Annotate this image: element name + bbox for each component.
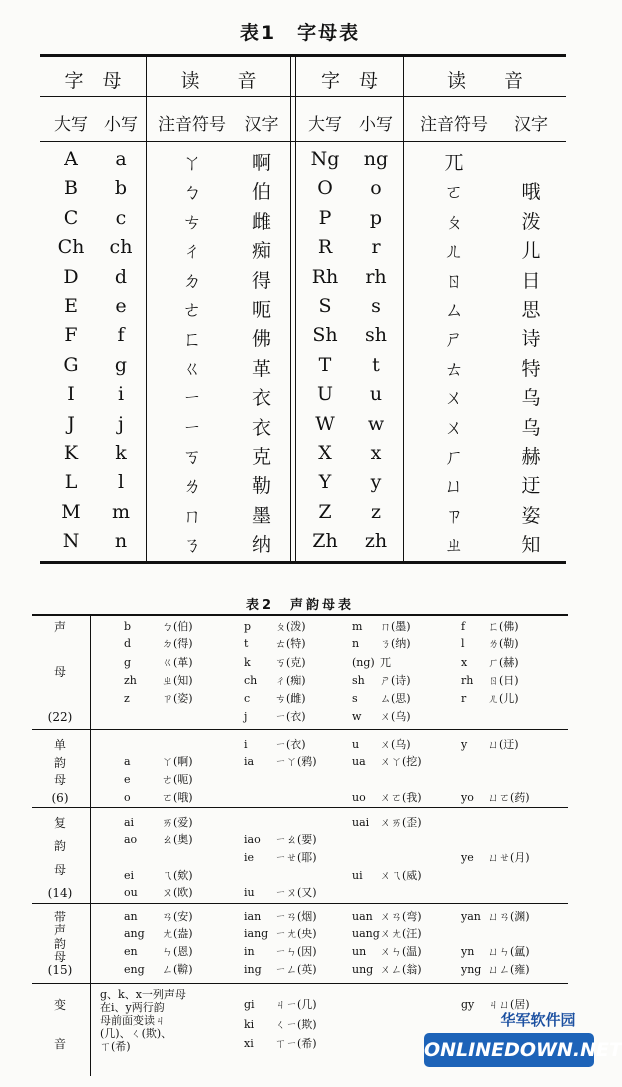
table2-reading: ㄚ(啊) [162,755,193,768]
table2-letter: y [461,738,468,751]
table1-cell-lower: f [117,324,125,347]
table2-letter: ang [124,927,145,940]
table1-cell-zhuyin: ㄦ [444,240,464,263]
table2-letter: ie [244,851,255,864]
table2-letter: e [124,773,131,786]
table1-cell-hanzi: 儿 [521,240,541,263]
table2-section-label: 韵 [53,936,66,951]
table1-cell-hanzi: 乌 [521,387,541,410]
table2-letter: g [124,656,132,669]
table1-cell-upper: K [63,442,79,464]
table2-reading: ㄣ(恩) [162,945,193,958]
table2-letter: (ng) [352,656,375,669]
table1-cell-upper: G [63,353,79,376]
table1-cell-lower: ch [109,236,133,259]
table2-letter: ye [461,851,474,864]
table2-letter: d [124,637,132,650]
table1-cell-upper: Sh [312,324,338,347]
table2-section-label: (15) [47,963,73,977]
table1-cell-zhuyin: ㄕ [444,328,464,351]
table2-reading: ㄧㄠ(要) [275,833,317,846]
table2-reading: ㄨ(乌) [380,738,411,751]
table1-cell-zhuyin: ㄛ [444,181,464,204]
table1-cell-upper: Y [318,471,332,494]
table1-cell-upper: N [62,530,80,553]
table1-cell-zhuyin: ㄩ [444,475,464,498]
table2-section-label: 单 [53,738,66,752]
table2-reading: ㄩ(迂) [488,738,519,751]
table1-cell-zhuyin: ㄓ [444,534,464,557]
table2-letter: iao [244,833,261,846]
table2-reading: ㄨㄣ(温) [380,945,422,958]
table1-middle-double-divider [295,57,296,561]
table1-cell-upper: T [318,353,332,376]
table2-reading: ㄅ(伯) [162,620,193,633]
table1-col-divider [403,57,404,561]
table1-cell-hanzi: 雌 [251,210,271,233]
table1-cell-hanzi: 泼 [521,210,541,233]
table1-cell-zhuyin: ㄋ [182,534,202,557]
table1-middle-double-divider [290,57,291,561]
table2-reading: ㄐㄩ(居) [488,998,530,1011]
table1-cell-zhuyin: ㄖ [444,269,464,292]
table2-reading: ㄧㄥ(英) [275,963,317,976]
table1-cell-lower: g [114,353,128,376]
table2-letter: ei [124,869,135,882]
table2-letter: an [124,910,138,923]
table2-reading: ㄖ(日) [488,674,519,687]
table2-letter: in [244,945,255,958]
table2-letter: i [244,738,248,751]
table1-cell-zhuyin: ㄊ [444,357,464,380]
table1-cell-hanzi: 革 [251,357,271,380]
table2-letter: iu [244,886,255,899]
table2-section-label: 音 [53,1037,66,1051]
table2-letter: ung [352,963,374,976]
table2-reading: ㄏ(赫) [488,656,519,669]
table2-section-label: (6) [51,791,69,805]
table2-reading: ㄧㄝ(耶) [275,851,317,864]
table2-letter: ou [124,886,138,899]
table2-section-label: 声 [53,620,66,634]
table1-subheader-lower: 小写 [359,115,393,135]
table2-reading: 兀 [380,656,391,669]
table1-cell-zhuyin: ㄗ [444,504,464,527]
table2-letter: en [124,945,138,958]
table1-cell-zhuyin: ㄇ [182,504,202,527]
table1-cell-hanzi: 赫 [521,446,541,468]
table1-cell-lower: u [369,383,383,406]
table1-cell-lower: x [370,442,382,464]
table2-letter: uai [352,816,370,829]
table1-cell-lower: l [117,471,125,494]
table1-cell-zhuyin: ㄨ [444,416,464,439]
table2-reading: ㄈ(佛) [488,620,519,633]
table1-cell-zhuyin: ㄆ [444,210,464,233]
table2-section-label: 复 [53,816,66,830]
table1-cell-hanzi: 呃 [251,299,271,321]
table1-cell-hanzi: 衣 [251,416,271,439]
table2-reading: ㄒㄧ(希) [275,1037,317,1050]
table2-note-line: 母前面变读ㄐ [100,1014,166,1027]
table2-letter: ia [244,755,255,768]
table1-cell-zhuyin: ㄌ [182,475,202,498]
table2-reading: ㄦ(儿) [488,692,519,705]
table2-reading: ㄧㄡ(又) [275,886,317,899]
table1-cell-zhuyin: ㄎ [182,446,202,468]
table2-section-label: (22) [47,710,73,724]
table1-title: 表1 字母表 [239,22,361,44]
table2-letter: yo [461,791,474,804]
table1-cell-zhuyin: ㄍ [182,357,202,380]
table1-cell-hanzi: 衣 [251,387,271,410]
table2-section-label: 母 [53,773,66,788]
watermark-logo: ONLINEDOWN.NET [424,1033,594,1067]
table2-reading: ㄙ(思) [380,692,411,705]
table1-cell-lower: o [370,177,382,200]
table2-reading: ㄨㄥ(翁) [380,963,422,976]
table1-cell-zhuyin: ㄔ [182,240,202,263]
table1-cell-upper: M [61,500,81,523]
table2-section-label: 变 [53,998,66,1012]
table2-letter: ao [124,833,138,846]
table2-note-line: ㄒ(希) [100,1040,131,1053]
table1-cell-upper: X [318,442,332,464]
table2-reading: ㄗ(姿) [162,692,193,705]
table2-letter: xi [244,1037,254,1050]
table1-cell-hanzi: 勒 [251,475,271,498]
table2-letter: x [461,656,468,669]
table2-note-line: g、k、x一列声母 [100,988,186,1001]
table2-section-rule [32,729,568,730]
table1-cell-lower: m [111,500,131,523]
table2-letter: uang [352,927,380,940]
table1-cell-zhuyin: ㄘ [182,210,202,233]
table1-header-letters-left: 字 母 [64,70,122,92]
table2-letter: a [124,755,131,768]
table2-letter: ai [124,816,135,829]
table2-letter: ian [244,910,262,923]
table1-cell-hanzi: 墨 [251,504,271,527]
table2-reading: ㄑㄧ(欺) [275,1018,317,1031]
table1-cell-lower: c [115,206,127,229]
table2-letter: r [461,692,467,705]
table1-cell-zhuyin: 兀 [444,152,464,174]
table2-reading: ㄨㄛ(我) [380,791,422,804]
table2-reading: ㄛ(哦) [162,791,193,804]
table1-cell-lower: t [372,353,380,376]
table2-letter: eng [124,963,145,976]
table1-cell-hanzi: 纳 [251,534,271,557]
table2-section-label: 韵 [53,839,66,854]
table1-cell-upper: Z [318,500,332,523]
table2-reading: ㄇ(墨) [380,620,411,633]
table1-cell-hanzi: 迂 [521,475,541,498]
table2-reading: ㄍ(革) [162,656,193,669]
table2-reading: ㄞ(爱) [162,816,193,829]
table2-section-rule [32,903,568,904]
table2-letter: o [124,791,131,804]
table1-cell-lower: b [114,177,128,200]
table2-reading: ㄋ(纳) [380,637,411,650]
table1-cell-lower: sh [365,324,387,347]
table2-reading: ㄕ(诗) [380,674,411,687]
table1-cell-lower: i [117,383,125,406]
table1-cell-upper: C [63,206,79,229]
table2-letter: l [461,637,465,650]
table1-bottom-rule [40,561,566,564]
table1-cell-lower: p [369,206,383,229]
table2-title: 表2 声韵母表 [245,598,355,613]
table2-section-label: 母 [53,949,66,964]
table1-cell-lower: s [371,295,381,317]
table1-subheader-lower: 小写 [104,115,138,135]
table2-reading: ㄧㄚ(鸦) [275,755,317,768]
table2-reading: ㄨㄚ(挖) [380,755,422,768]
table1-cell-hanzi: 克 [251,446,271,468]
table2-reading: ㄎ(克) [275,656,306,669]
table2-letter: m [352,620,363,633]
table2-reading: ㄐㄧ(几) [275,998,317,1011]
table1-cell-lower: e [115,295,127,317]
table1-cell-lower: a [115,148,127,170]
table2-reading: ㄔ(痴) [275,674,306,687]
table2-reading: ㄨㄢ(弯) [380,910,422,923]
table1-cell-lower: z [370,500,381,523]
table2-letter: ki [244,1018,255,1031]
table1-cell-lower: w [367,412,385,435]
table2-reading: ㄢ(安) [162,910,193,923]
table2-section-label: 带 [53,910,66,924]
table2-reading: ㄓ(知) [162,674,193,687]
table1-cell-lower: ng [363,148,389,170]
table1-cell-upper: A [64,148,78,170]
table2-section-label: 声 [53,923,66,938]
table1-cell-zhuyin: ㄈ [182,328,202,351]
table2-reading: ㄉ(得) [162,637,193,650]
table1-cell-zhuyin: ㄧ [182,387,202,410]
table2-letter: gi [244,998,255,1011]
table2-label-divider [90,616,91,1076]
table2-reading: ㄧ(衣) [275,710,306,723]
table2-letter: t [244,637,249,650]
watermark [424,1009,622,1075]
table1-cell-upper: Ch [57,236,85,259]
table2-letter: s [352,692,358,705]
table1-col-divider [146,57,147,561]
table1-cell-hanzi: 知 [521,534,541,557]
table2-reading: ㄜ(呃) [162,773,193,786]
table1-cell-zhuyin: ㄧ [182,416,202,439]
table2-letter: yn [461,945,475,958]
table1-cell-hanzi: 姿 [521,504,541,527]
table1-subheader-rule [40,141,566,142]
table1-cell-hanzi: 伯 [251,181,271,204]
table2-reading: ㄟ(欸) [162,869,193,882]
table1-subheader-hanzi: 汉字 [514,115,548,135]
table2-reading: ㄠ(奥) [162,833,193,846]
table1-cell-upper: O [317,177,333,200]
table2-note-line: 在i、y两行韵 [100,1001,165,1014]
table2-reading: ㄥ(鞥) [162,963,193,976]
table1-subheader-upper: 大写 [54,115,88,135]
table2-section-label: 韵 [53,755,66,770]
table1-cell-hanzi: 诗 [521,328,541,351]
table2-letter: yan [461,910,481,923]
table2-letter: gy [461,998,475,1011]
table2-reading: ㄤ(盎) [162,927,193,940]
table1-cell-upper: Rh [311,265,339,288]
table1-cell-upper: L [64,471,78,494]
table1-cell-hanzi: 痴 [251,240,271,263]
table2-reading: ㄆ(泼) [275,620,306,633]
table1-header-reading-right: 读 音 [446,70,523,92]
table1-cell-upper: P [318,206,332,229]
table1-top-rule [40,54,566,57]
table2-letter: ua [352,755,366,768]
table2-letter: p [244,620,252,633]
table1-subheader-hanzi: 汉字 [244,115,279,135]
table2-letter: f [461,620,466,633]
table1-cell-upper: F [64,324,78,347]
table2-reading: ㄩㄢ(渊) [488,910,530,923]
table2-letter: u [352,738,360,751]
table2-letter: k [244,656,251,669]
table2-letter: un [352,945,367,958]
table2-reading: ㄨㄤ(汪) [380,927,422,940]
table1-header-reading-left: 读 音 [180,70,257,92]
table2-letter: c [244,692,251,705]
table1-cell-zhuyin: ㄏ [444,446,464,468]
table2-letter: sh [352,674,365,687]
table1-cell-upper: D [63,265,79,288]
table2-top-rule [32,614,568,616]
table2-reading: ㄩㄥ(雍) [488,963,530,976]
table2-letter: ui [352,869,363,882]
table2-reading: ㄩㄝ(月) [488,851,530,864]
table2-note-line: (几)、ㄑ(欺)、 [100,1027,173,1040]
table1-cell-zhuyin: ㄨ [444,387,464,410]
table1-cell-zhuyin: ㄚ [182,152,202,174]
table1-cell-upper: S [318,295,332,317]
table1-cell-lower: y [370,471,382,494]
table2-section-label: (14) [47,886,73,900]
table2-section-rule [32,807,568,808]
table1-subheader-zhuyin: 注音符号 [158,115,226,135]
table1-cell-hanzi: 得 [251,269,271,292]
table2-reading: ㄧㄤ(央) [275,927,317,940]
table2-reading: ㄨㄞ(歪) [380,816,422,829]
table1-cell-zhuyin: ㄜ [182,299,202,321]
table2-reading: ㄡ(欧) [162,886,193,899]
table2-letter: uo [352,791,366,804]
watermark-title: 华军软件园 [500,1011,576,1029]
table2-letter: iang [244,927,269,940]
table1-cell-zhuyin: ㄙ [444,299,464,321]
table1-cell-upper: W [315,412,335,435]
table1-cell-hanzi: 乌 [521,416,541,439]
table1-cell-zhuyin: ㄉ [182,269,202,292]
table1-cell-lower: zh [364,530,388,553]
table2-reading: ㄨ(乌) [380,710,411,723]
table2-letter: yng [461,963,482,976]
table1-cell-lower: j [118,412,124,435]
table2-letter: zh [124,674,137,687]
table2-reading: ㄧㄢ(烟) [275,910,317,923]
table1-cell-hanzi: 思 [521,299,541,321]
table1-cell-upper: I [67,383,75,406]
table2-letter: b [124,620,132,633]
table2-reading: ㄧㄣ(因) [275,945,317,958]
table1-cell-upper: B [64,177,78,200]
table1-cell-lower: rh [365,265,387,288]
table2-letter: n [352,637,360,650]
table2-letter: ch [244,674,258,687]
table2-letter: ing [244,963,262,976]
table2-reading: ㄘ(雌) [275,692,306,705]
table1-cell-lower: k [115,442,127,464]
table2-letter: uan [352,910,373,923]
table2-reading: ㄩㄛ(药) [488,791,530,804]
table1-cell-zhuyin: ㄅ [182,181,202,204]
table2-letter: rh [461,674,474,687]
table2-section-label: 母 [53,665,66,679]
table2-letter: w [352,710,362,723]
table2-reading: ㄌ(勒) [488,637,519,650]
table1-cell-lower: d [114,265,128,288]
table1-cell-lower: r [371,236,381,259]
table1-subheader-zhuyin: 注音符号 [420,115,488,135]
table1-cell-upper: Ng [310,148,340,170]
table1-cell-lower: n [114,530,128,553]
table2-reading: ㄨㄟ(威) [380,869,422,882]
table2-reading: ㄧ(衣) [275,738,306,751]
table2-letter: z [124,692,130,705]
table2-section-rule [32,983,568,984]
table2-letter: j [244,710,248,723]
table1-subheader-upper: 大写 [308,115,342,135]
table1-cell-upper: J [67,412,75,435]
table1-cell-upper: E [64,295,78,317]
table1-cell-upper: Zh [312,530,338,553]
table1-cell-hanzi: 啊 [251,152,271,174]
table2-reading: ㄩㄣ(氲) [488,945,530,958]
table1-cell-hanzi: 日 [521,269,541,292]
table1-cell-upper: U [316,383,333,406]
table1-header-letters-right: 字 母 [320,70,378,92]
table2-reading: ㄊ(特) [275,637,306,650]
table1-cell-hanzi: 哦 [521,181,541,204]
table1-cell-hanzi: 佛 [251,328,271,351]
table1-cell-upper: R [317,236,333,259]
table2-section-label: 母 [53,862,66,877]
table1-header-rule [40,96,566,97]
table1-cell-hanzi: 特 [521,357,541,380]
